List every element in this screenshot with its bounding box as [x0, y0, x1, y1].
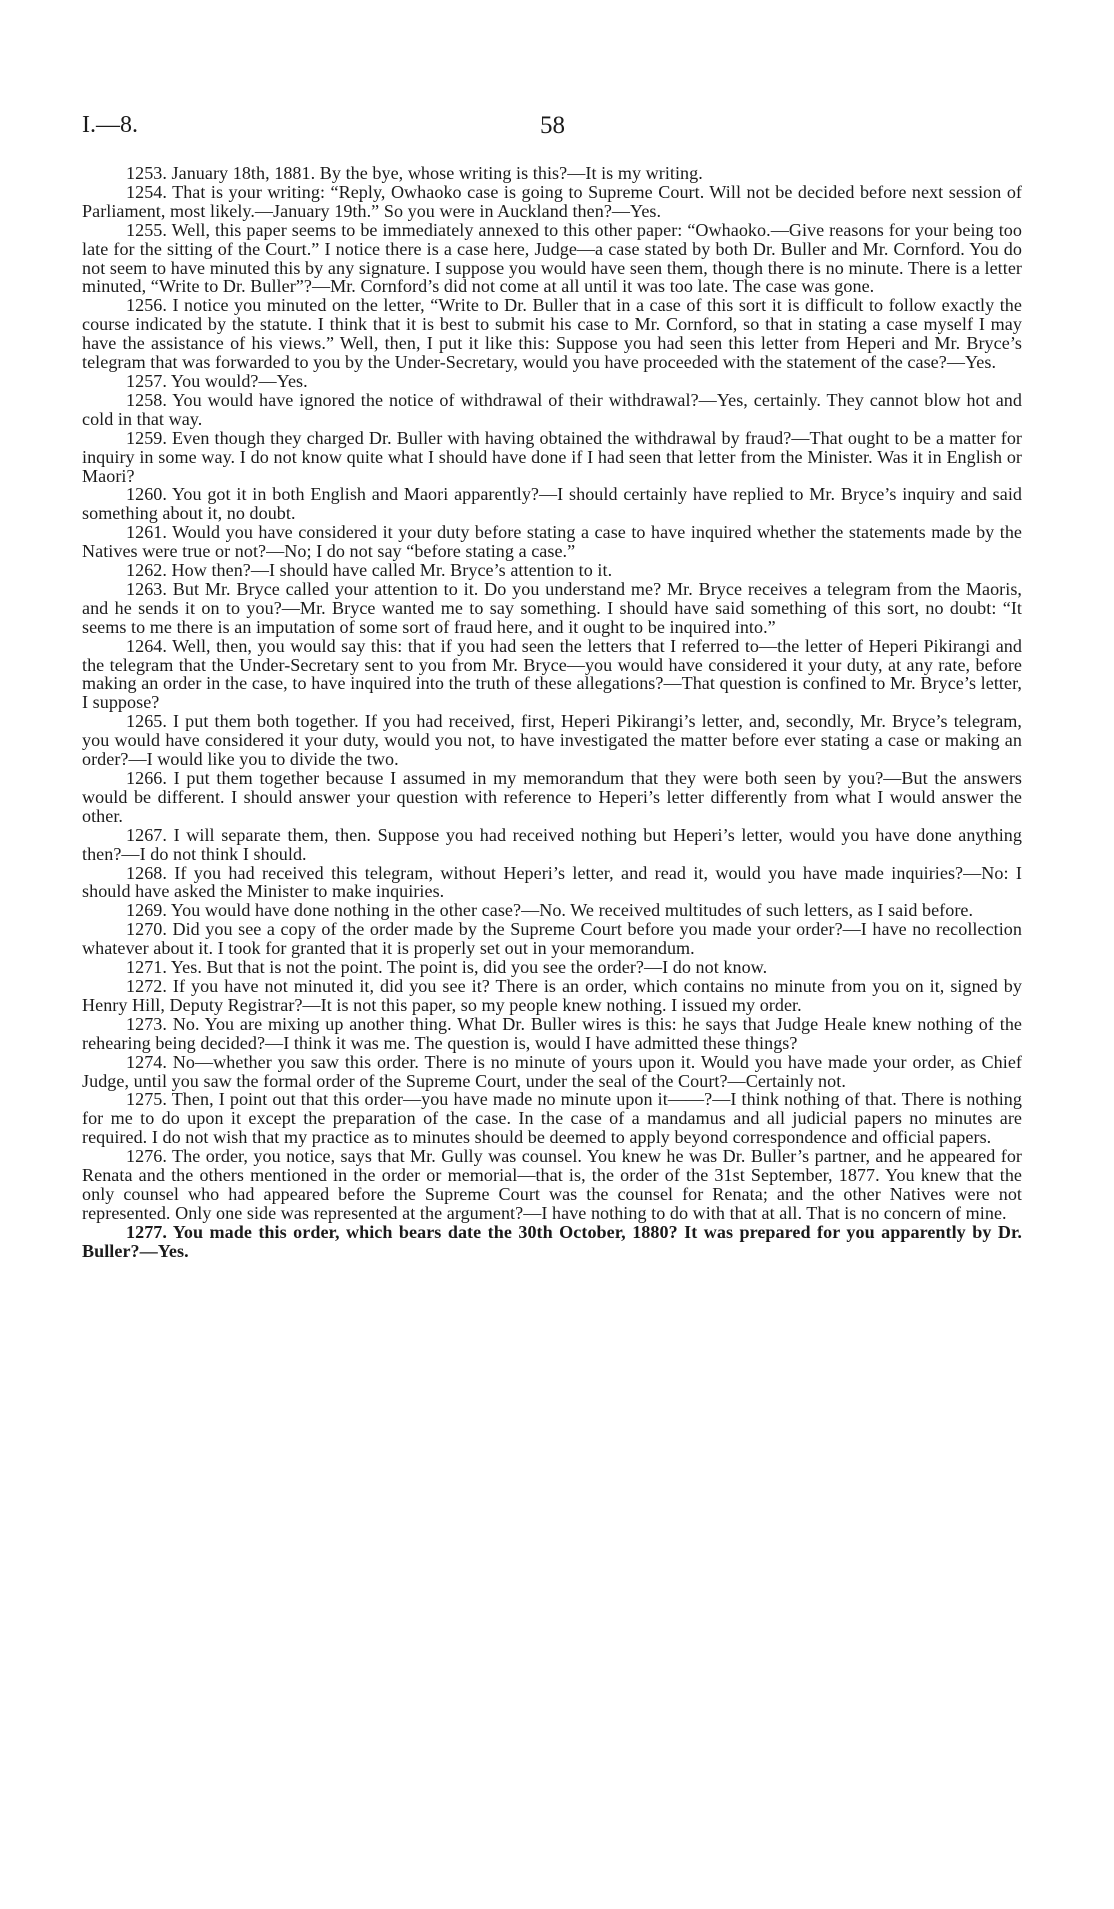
paragraph-1259: 1259. Even though they charged Dr. Buller with having obtained the withdrawal by fraud?—That ought to be a matter for inquiry in some way. I do not know quite what I should have done if I had seen that letter from the Minister. Was it in English or Maori?	[82, 427, 1022, 486]
paragraph-1267: 1267. I will separate them, then. Suppose you had received nothing but Heperi’s letter, would you have done anything then?—I do not think I should.	[82, 824, 1022, 864]
paragraph-1265: 1265. I put them both together. If you had received, first, Heperi Pikirangi’s letter, and, secondly, Mr. Bryce’s telegram, you would have considered it your duty, would you not, to have investigated the matter before ever stating a case or making an order?—I would like you to divide the two.	[82, 711, 1022, 770]
paragraph-1275: 1275. Then, I point out that this order—you have made no minute upon it——?—I think nothing of that. There is nothing for me to do upon it except the preparation of the case. In the case of a mandamus and all judicial papers no minutes are required. I do not wish that my practice as to minutes should be deemed to apply beyond correspondence and official papers.	[82, 1089, 1022, 1148]
paragraph-1266: 1266. I put them together because I assumed in my memorandum that they were both seen by you?—But the answers would be different. I should answer your question with reference to Heperi’s letter differently from what I would answer the other.	[82, 768, 1022, 826]
paragraph-1257: 1257. You would?—Yes.	[126, 370, 308, 391]
paragraph-1260: 1260. You got it in both English and Maori apparently?—I should certainly have replied to Mr. Bryce’s inquiry and said something about it, no doubt.	[82, 484, 1022, 524]
paragraph-1255: 1255. Well, this paper seems to be immediately annexed to this other paper: “Owhaoko.—Give reasons for your being too late for the sitting of the Court.” I notice there is a case here, Judge—a case stated by both Dr. Buller and Mr. Cornford. You do not seem to have minuted this by any signature. I suppose you would have seen them, though there is no minute. There is a letter minuted, “Write to Dr. Buller”?—Mr. Cornford’s did not come at all until it was too late. The case was gone.	[82, 219, 1022, 297]
paragraph-1274: 1274. No—whether you saw this order. There is no minute of yours upon it. Would you have made your order, as Chief Judge, until you saw the formal order of the Supreme Court, under the seal of the Court?—Certainly not.	[82, 1051, 1022, 1091]
paragraph-1269: 1269. You would have done nothing in the other case?—No. We received multitudes of such letters, as I said before.	[126, 900, 974, 921]
paragraph-1258: 1258. You would have ignored the notice of withdrawal of their withdrawal?—Yes, certainly. They cannot blow hot and cold in that way.	[82, 389, 1022, 429]
paragraph-1253: 1253. January 18th, 1881. By the bye, whose writing is this?—It is my writing.	[126, 163, 703, 183]
paragraph-1271: 1271. Yes. But that is not the point. The point is, did you see the order?—I do not know.	[126, 957, 768, 978]
paragraph-1277: 1277. You made this order, which bears date the 30th October, 1880? It was prepared for you apparently by Dr. Buller?—Yes.	[82, 1221, 1022, 1261]
paragraph-1273: 1273. No. You are mixing up another thing. What Dr. Buller wires is this: he says that Judge Heale knew nothing of the rehearing being decided?—I think it was me. The question is, would I have admitted these things?	[82, 1013, 1022, 1053]
paragraph-1256: 1256. I notice you minuted on the letter, “Write to Dr. Buller that in a case of this sort it is difficult to follow exactly the course indicated by the statute. I think that it is best to submit his case to Mr. Cornford, so that in stating a case myself I may have the assistance of his views.” Well, then, I put it like this: Suppose you had seen this letter from Heperi and Mr. Bryce’s telegram that was forwarded to you by the Under-Secretary, would you have proceeded with the statement of the case?—Yes.	[82, 295, 1022, 373]
page-header	[82, 112, 1022, 142]
paragraph-1262: 1262. How then?—I should have called Mr. Bryce’s attention to it.	[126, 560, 613, 581]
paragraph-1272: 1272. If you have not minuted it, did you see it? There is an order, which contains no minute from you on it, signed by Henry Hill, Deputy Registrar?—It is not this paper, so my people knew nothing. I issued my order.	[82, 975, 1022, 1015]
paragraph-1270: 1270. Did you see a copy of the order made by the Supreme Court before you made your order?—I have no recollection whatever about it. I took for granted that it is properly set out in your memorandum.	[82, 919, 1022, 959]
paragraph-1261: 1261. Would you have considered it your duty before stating a case to have inquired whether the statements made by the Natives were true or not?—No; I do not say “before stating a case.”	[82, 522, 1022, 562]
page-number: 58	[540, 112, 565, 139]
testimony-body	[82, 164, 1022, 1261]
paragraph-1268: 1268. If you had received this telegram, without Heperi’s letter, and read it, would you have made inquiries?—No: I should have asked the Minister to make inquiries.	[82, 862, 1022, 902]
paragraph-1254: 1254. That is your writing: “Reply, Owhaoko case is going to Supreme Court. Will not be decided before next session of Parliament, most likely.—January 19th.” So you were in Auckland then?—Yes.	[82, 181, 1022, 221]
paragraph-1276: 1276. The order, you notice, says that Mr. Gully was counsel. You knew he was Dr. Buller’s partner, and he appeared for Renata and the others mentioned in the order or memorial—that is, the order of the 31st September, 1877. You knew that the only counsel who had appeared before the Supreme Court was the counsel for Renata; and the other Natives were not represented. Only one side was represented at the argument?—I have nothing to do with that at all. That is no concern of mine.	[82, 1146, 1022, 1223]
paragraph-1264: 1264. Well, then, you would say this: that if you had seen the letters that I referred to—the letter of Heperi Pikirangi and the telegram that the Under-Secretary sent to you from Mr. Bryce—you would have considered it your duty, at any rate, before making an order in the case, to have inquired into the truth of these allegations?—That question is confined to Mr. Bryce’s letter, I suppose?	[82, 635, 1022, 713]
paper-reference: I.—8.	[82, 112, 138, 138]
paragraph-1263: 1263. But Mr. Bryce called your attention to it. Do you understand me? Mr. Bryce receives a telegram from the Maoris, and he sends it on to you?—Mr. Bryce wanted me to say something. I should have said something of this sort, no doubt: “It seems to me there is an imputation of some sort of fraud here, and it ought to be inquired into.”	[82, 578, 1022, 637]
